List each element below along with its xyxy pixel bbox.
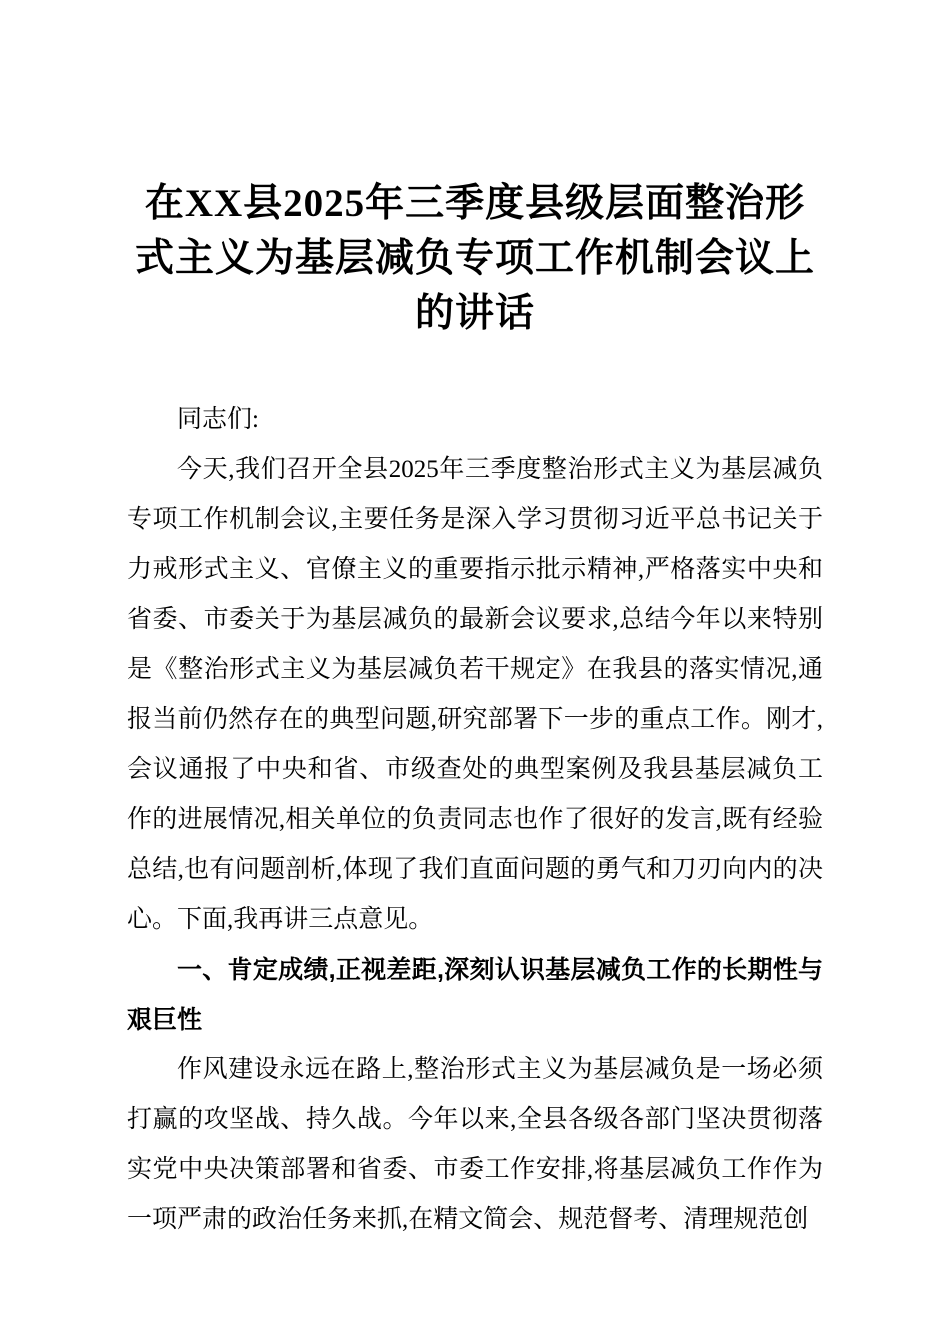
paragraph-section-1: 作风建设永远在路上,整治形式主义为基层减负是一场必须打赢的攻坚战、持久战。今年以来,全县各级各部门坚决贯彻落实党中央决策部署和省委、市委工作安排,将基层减负工作作为一项严肃的政治任务来抓,在精文简会、规范督考、清理规范创 bbox=[127, 1056, 823, 1233]
document-title: 在XX县2025年三季度县级层面整治形式主义为基层减负专项工作机制会议上的讲话 bbox=[134, 182, 815, 335]
paragraph-intro: 今天,我们召开全县2025年三季度整治形式主义为基层减负专项工作机制会议,主要任务是深入学习贯彻习近平总书记关于力戒形式主义、官僚主义的重要指示批示精神,严格落实中央和省委、市委关于为基层减负的最新会议要求,总结今年以来特别是《整治形式主义为基层减负若干规定》在我县的落实情况,通报当前仍然存在的典型问题,研究部署下一步的重点工作。刚才,会议通报了中央和省、市级查处的典型案例及我县基层减负工作的进展情况,相关单位的负责同志也作了很好的发言,既有经验总结,也有问题剖析,体现了我们直面问题的勇气和刀刃向内的决心。下面,我再讲三点意见。 bbox=[127, 456, 823, 933]
salutation: 同志们: bbox=[177, 406, 259, 433]
section-heading-1: 一、肯定成绩,正视差距,深刻认识基层减负工作的长期性与艰巨性 bbox=[127, 956, 823, 1034]
